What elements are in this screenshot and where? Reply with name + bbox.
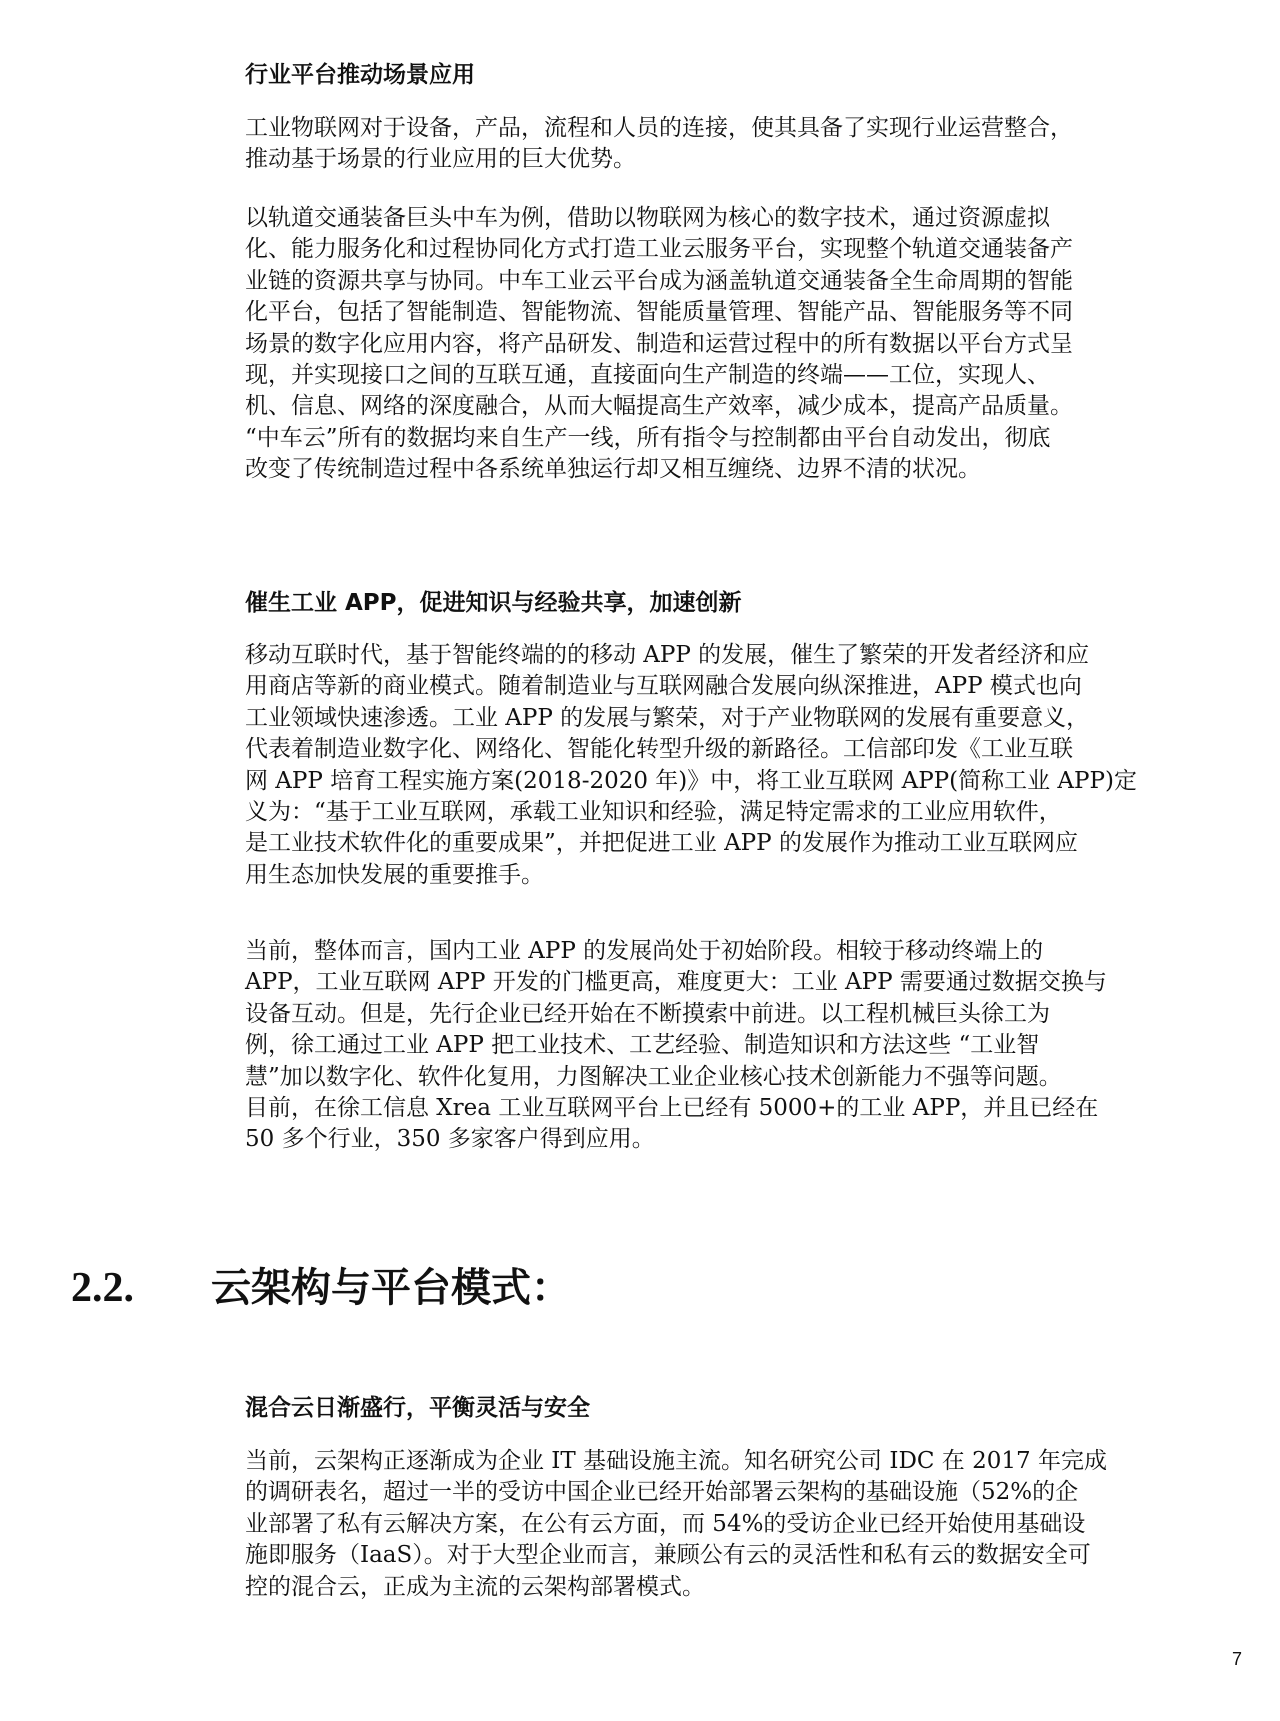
paragraph-line: 控的混合云，正成为主流的云架构部署模式。 [245,1573,705,1600]
paragraph-line: APP，工业互联网 APP 开发的门槛更高，难度更大：工业 APP 需要通过数据交换与 [245,969,1107,996]
paragraph-line: 工业物联网对于设备，产品，流程和人员的连接，使其具备了实现行业运营整合， [245,115,1073,141]
paragraph-line: 用商店等新的商业模式。随着制造业与互联网融合发展向纵深推进，APP 模式也向 [245,673,1082,700]
paragraph-line: 设备互动。但是，先行企业已经开始在不断摸索中前进。以工程机械巨头徐工为 [245,1000,1050,1027]
subsection-heading-industry-platform: 行业平台推动场景应用 [245,62,475,88]
paragraph-line: 目前，在徐工信息 Xrea 工业互联网平台上已经有 5000+的工业 APP，并且已经在 [245,1095,1099,1122]
subsection-heading-hybrid-cloud: 混合云日渐盛行，平衡灵活与安全 [245,1395,590,1421]
paragraph-line: 慧”加以数字化、软件化复用，力图解决工业企业核心技术创新能力不强等问题。 [245,1063,1062,1090]
paragraph-mobile-app-era [245,640,1137,891]
paragraph-line: 例，徐工通过工业 APP 把工业技术、工艺经验、制造知识和方法这些 “工业智 [245,1032,1040,1059]
section-title: 云架构与平台模式： [211,1265,571,1311]
paragraph-line: 的调研表名，超过一半的受访中国企业已经开始部署云架构的基础设施（52%的企 [245,1479,1079,1506]
paragraph-line: 业链的资源共享与协同。中车工业云平台成为涵盖轨道交通装备全生命周期的智能 [245,267,1073,294]
subsection-heading-industrial-app: 催生工业 APP，促进知识与经验共享，加速创新 [245,590,742,616]
paragraph-line: 移动互联时代，基于智能终端的的移动 APP 的发展，催生了繁荣的开发者经济和应 [245,642,1090,668]
paragraph-line: 场景的数字化应用内容，将产品研发、制造和运营过程中的所有数据以平台方式呈 [245,330,1073,357]
page-number: 7 [1232,1649,1243,1669]
paragraph-line: 网 APP 培育工程实施方案(2018-2020 年)》中，将工业互联网 APP(简称工业 APP)定 [245,767,1137,794]
paragraph-line: 以轨道交通装备巨头中车为例，借助以物联网为核心的数字技术，通过资源虚拟 [245,205,1050,231]
paragraph-line: 用生态加快发展的重要推手。 [245,861,544,888]
paragraph-line: 代表着制造业数字化、网络化、智能化转型升级的新路径。工信部印发《工业互联 [245,736,1073,763]
paragraph-line: 化、能力服务化和过程协同化方式打造工业云服务平台，实现整个轨道交通装备产 [245,236,1073,263]
paragraph-xcmg-example [245,936,1107,1156]
paragraph-line: 改变了传统制造过程中各系统单独运行却又相互缠绕、边界不清的状况。 [245,456,981,483]
paragraph-line: 现，并实现接口之间的互联互通，直接面向生产制造的终端——工位，实现人、 [245,362,1050,389]
section-number: 2.2. [71,1265,134,1311]
paragraph-line: 化平台，包括了智能制造、智能物流、智能质量管理、智能产品、智能服务等不同 [245,299,1073,326]
paragraph-line: 是工业技术软件化的重要成果”，并把促进工业 APP 的发展作为推动工业互联网应 [245,830,1078,857]
paragraph-crrc-example [245,203,1073,486]
paragraph-line: 机、信息、网络的深度融合，从而大幅提高生产效率，减少成本，提高产品质量。 [245,393,1073,420]
paragraph-line: 义为：“基于工业互联网，承载工业知识和经验，满足特定需求的工业应用软件， [245,799,1062,826]
paragraph-line: 推动基于场景的行业应用的巨大优势。 [245,146,636,173]
paragraph-line: 施即服务（IaaS）。对于大型企业而言，兼顾公有云的灵活性和私有云的数据安全可 [245,1542,1091,1569]
paragraph-line: 业部署了私有云解决方案，在公有云方面，而 54%的受访企业已经开始使用基础设 [245,1510,1086,1537]
paragraph-line: 50 多个行业，350 多家客户得到应用。 [245,1126,655,1153]
paragraph-line: 当前，云架构正逐渐成为企业 IT 基础设施主流。知名研究公司 IDC 在 2017 年完成 [245,1448,1107,1474]
paragraph-line: 工业领域快速渗透。工业 APP 的发展与繁荣，对于产业物联网的发展有重要意义， [245,704,1090,731]
paragraph-line: “中车云”所有的数据均来自生产一线，所有指令与控制都由平台自动发出，彻底 [245,424,1051,451]
paragraph-line: 当前，整体而言，国内工业 APP 的发展尚处于初始阶段。相较于移动终端上的 [245,938,1044,964]
paragraph-cloud-architecture [245,1446,1107,1603]
paragraph-industry-platform-intro [245,113,1073,176]
